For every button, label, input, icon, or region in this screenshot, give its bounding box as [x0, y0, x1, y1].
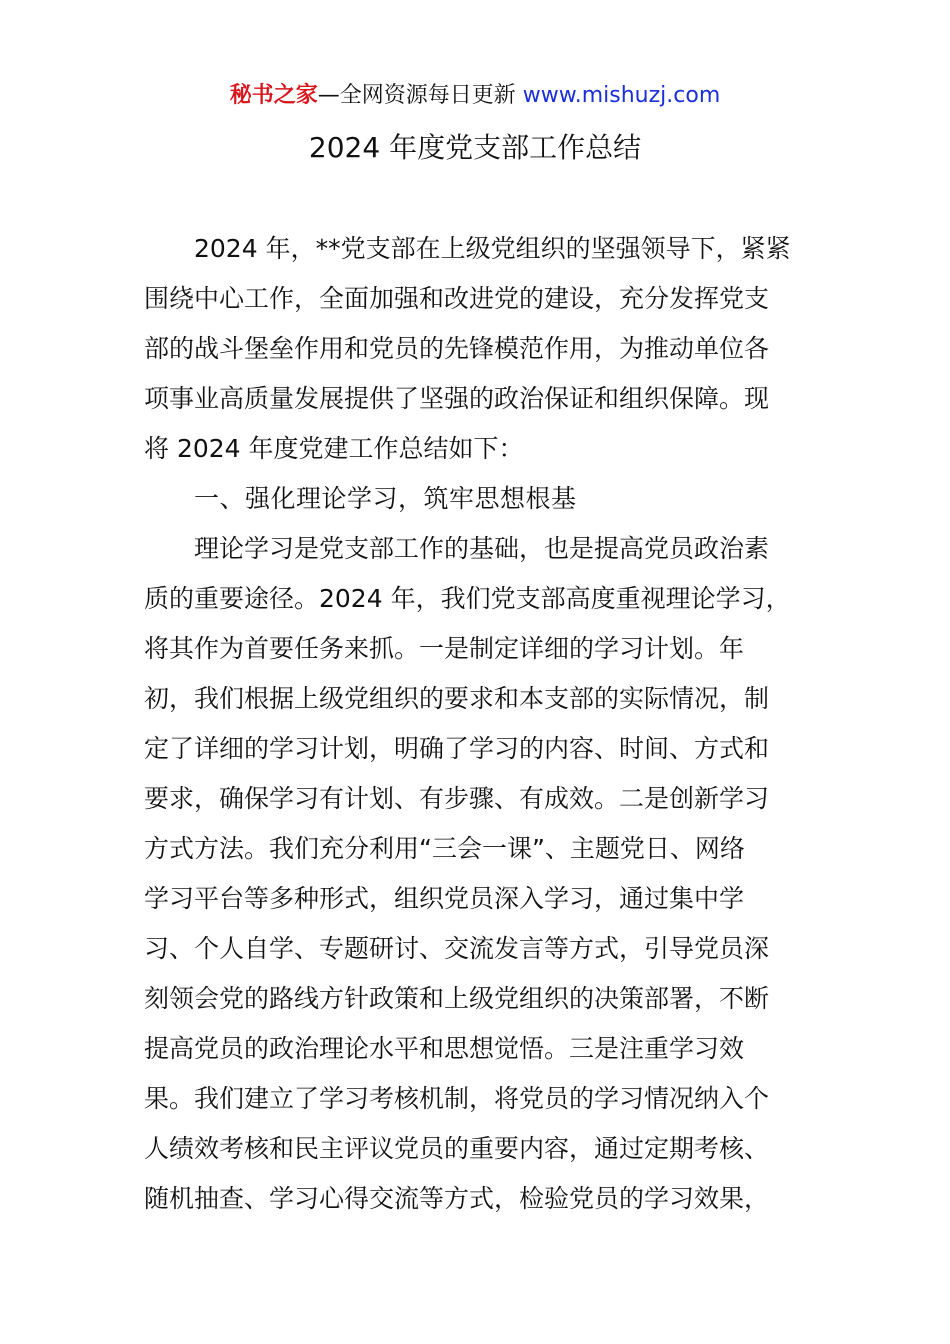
paragraph-line: 提高党员的政治理论水平和思想觉悟。三是注重学习效: [144, 1034, 745, 1063]
paragraph-line: 刻领会党的路线方针政策和上级党组织的决策部署，不断: [144, 984, 770, 1013]
section-heading: 一、强化理论学习，筑牢思想根基: [194, 484, 577, 513]
paragraph-line: 定了详细的学习计划，明确了学习的内容、时间、方式和: [144, 734, 770, 763]
paragraph-line: 随机抽查、学习心得交流等方式，检验党员的学习效果，: [144, 1184, 770, 1213]
paragraph-line: 学习平台等多种形式，组织党员深入学习，通过集中学: [144, 884, 745, 913]
paragraph-line: 方式方法。我们充分利用“三会一课”、主题党日、网络: [144, 834, 745, 863]
paragraph-line: 初，我们根据上级党组织的要求和本支部的实际情况，制: [144, 684, 770, 713]
brand-name: 秘书之家: [229, 83, 318, 108]
document-body: [144, 224, 810, 1224]
paragraph-line: 质的重要途径。2024 年，我们党支部高度重视理论学习，: [144, 584, 791, 613]
paragraph-line: 部的战斗堡垒作用和党员的先锋模范作用，为推动单位各: [144, 334, 770, 363]
site-header: [0, 80, 950, 112]
document-title: 2024 年度党支部工作总结: [308, 131, 642, 164]
header-slogan: —全网资源每日更新: [317, 83, 523, 108]
paragraph-line: 理论学习是党支部工作的基础，也是提高党员政治素: [194, 534, 770, 563]
paragraph-line: 将其作为首要任务来抓。一是制定详细的学习计划。年: [144, 634, 745, 663]
paragraph-line: 项事业高质量发展提供了坚强的政治保证和组织保障。现: [144, 384, 770, 413]
paragraph-line: 要求，确保学习有计划、有步骤、有成效。二是创新学习: [144, 784, 770, 813]
paragraph-line: 果。我们建立了学习考核机制，将党员的学习情况纳入个: [144, 1084, 770, 1113]
paragraph-line: 习、个人自学、专题研讨、交流发言等方式，引导党员深: [144, 934, 770, 963]
paragraph-line: 围绕中心工作，全面加强和改进党的建设，充分发挥党支: [144, 284, 770, 313]
site-url-link[interactable]: www.mishuzj.com: [522, 83, 721, 108]
paragraph-line: 人绩效考核和民主评议党员的重要内容，通过定期考核、: [144, 1134, 770, 1163]
paragraph-line: 2024 年，**党支部在上级党组织的坚强领导下，紧紧: [194, 234, 791, 263]
paragraph-line: 将 2024 年度党建工作总结如下：: [144, 434, 524, 463]
